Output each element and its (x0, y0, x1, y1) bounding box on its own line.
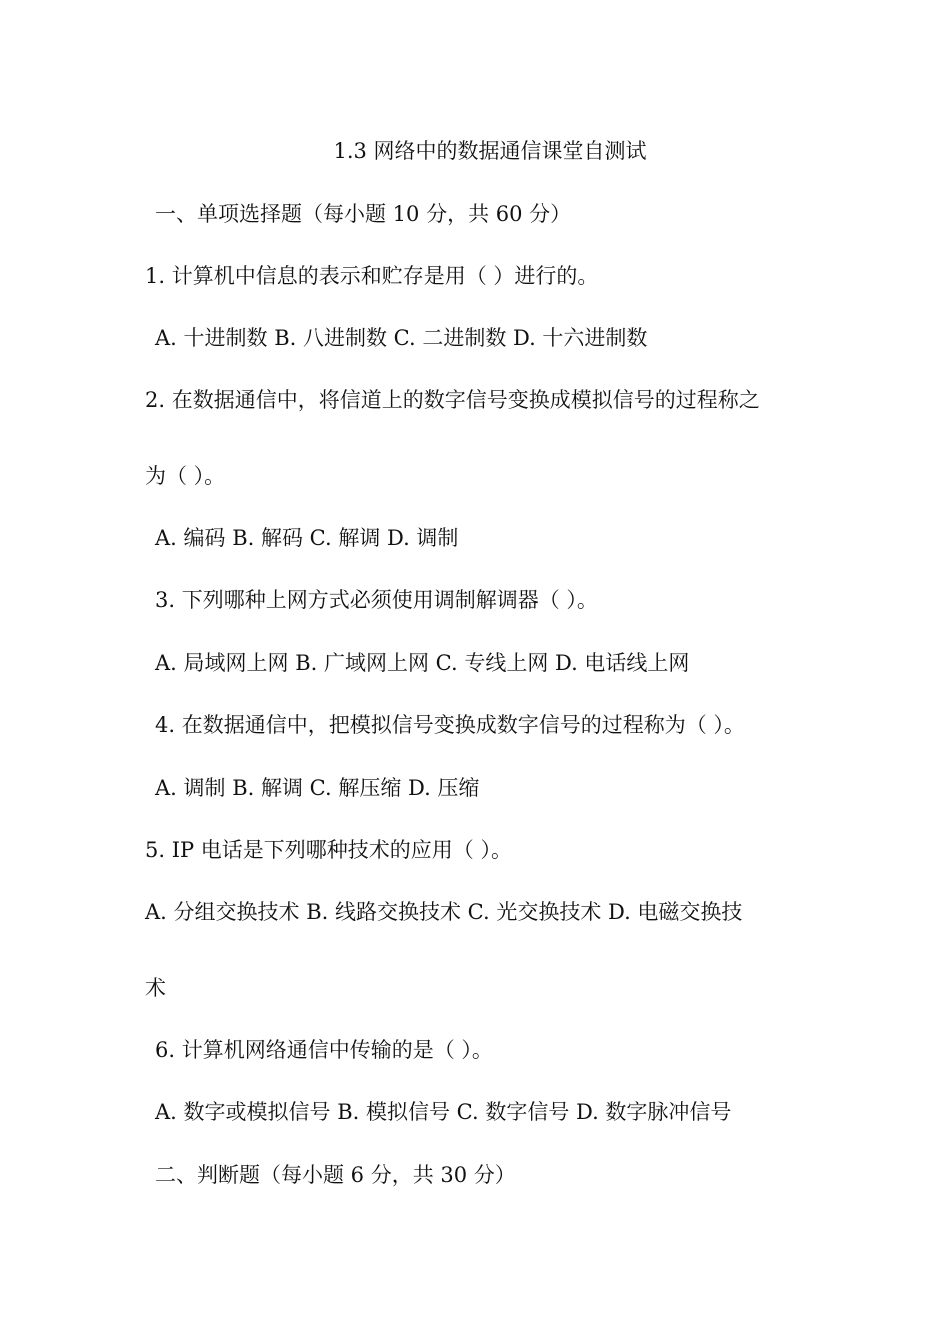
question-6-options: A. 数字或模拟信号 B. 模拟信号 C. 数字信号 D. 数字脉冲信号 (155, 1100, 732, 1124)
question-2-options: A. 编码 B. 解码 C. 解调 D. 调制 (155, 526, 459, 550)
question-4-stem: 4. 在数据通信中，把模拟信号变换成数字信号的过程称为（ ）。 (155, 713, 745, 737)
section-heading-single-choice: 一、单项选择题（每小题 10 分，共 60 分） (155, 202, 572, 226)
question-2-stem-line2: 为（ ）。 (145, 464, 226, 488)
question-4-options: A. 调制 B. 解调 C. 解压缩 D. 压缩 (155, 776, 480, 800)
question-5-options-line1: A. 分组交换技术 B. 线路交换技术 C. 光交换技术 D. 电磁交换技 (145, 900, 743, 924)
page-title: 1.3 网络中的数据通信课堂自测试 (333, 139, 647, 163)
section-heading-true-false: 二、判断题（每小题 6 分，共 30 分） (155, 1163, 516, 1187)
question-5-options-line2: 术 (145, 976, 166, 1000)
question-1-options: A. 十进制数 B. 八进制数 C. 二进制数 D. 十六进制数 (155, 326, 648, 350)
question-6-stem: 6. 计算机网络通信中传输的是（ ）。 (155, 1038, 493, 1062)
question-3-stem: 3. 下列哪种上网方式必须使用调制解调器（ ）。 (155, 588, 598, 612)
question-3-options: A. 局域网上网 B. 广域网上网 C. 专线上网 D. 电话线上网 (155, 651, 690, 675)
question-1-stem: 1. 计算机中信息的表示和贮存是用（ ）进行的。 (145, 264, 599, 288)
question-2-stem-line1: 2. 在数据通信中，将信道上的数字信号变换成模拟信号的过程称之 (145, 388, 760, 412)
question-5-stem: 5. IP 电话是下列哪种技术的应用（ ）。 (145, 838, 512, 862)
